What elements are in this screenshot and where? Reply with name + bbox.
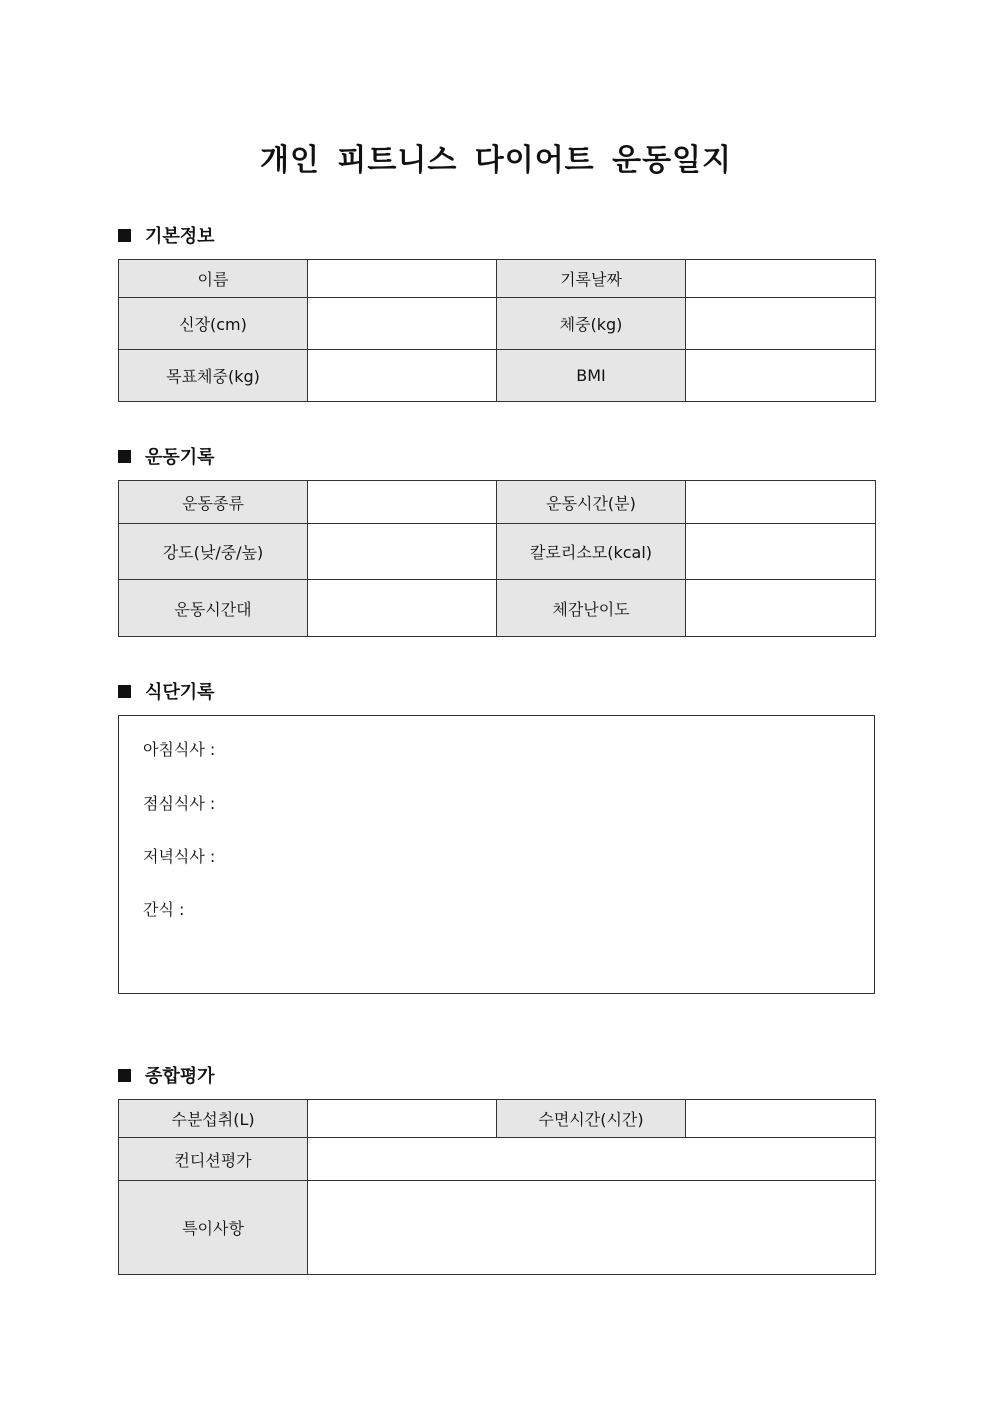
condition-field[interactable]	[308, 1138, 876, 1181]
label-sleep: 수면시간(시간)	[497, 1100, 686, 1138]
label-exercise-type: 운동종류	[119, 481, 308, 524]
label-bmi: BMI	[497, 350, 686, 402]
section-diet-heading	[118, 679, 215, 703]
calories-field[interactable]	[686, 524, 876, 580]
section-basic-label: 기본정보	[145, 226, 215, 247]
dinner-label: 저녁식사 :	[143, 847, 216, 866]
label-target-weight: 목표체중(kg)	[119, 350, 308, 402]
basic-info-table	[118, 259, 876, 402]
section-exercise-heading	[118, 444, 215, 468]
breakfast-label: 아침식사 :	[143, 740, 216, 759]
label-difficulty: 체감난이도	[497, 580, 686, 637]
section-summary-label: 종합평가	[145, 1066, 215, 1087]
section-diet-label: 식단기록	[145, 682, 215, 703]
section-exercise-label: 운동기록	[145, 447, 215, 468]
exercise-table	[118, 480, 876, 637]
difficulty-field[interactable]	[686, 580, 876, 637]
target-weight-field[interactable]	[308, 350, 497, 402]
label-name: 이름	[119, 260, 308, 298]
label-exercise-duration: 운동시간(분)	[497, 481, 686, 524]
time-of-day-field[interactable]	[308, 580, 497, 637]
square-bullet-icon	[118, 450, 131, 463]
height-field[interactable]	[308, 298, 497, 350]
section-basic-heading	[118, 223, 215, 247]
water-field[interactable]	[308, 1100, 497, 1138]
lunch-label: 점심식사 :	[143, 794, 216, 813]
weight-field[interactable]	[686, 298, 876, 350]
intensity-field[interactable]	[308, 524, 497, 580]
label-water: 수분섭취(L)	[119, 1100, 308, 1138]
sleep-field[interactable]	[686, 1100, 876, 1138]
exercise-type-field[interactable]	[308, 481, 497, 524]
diet-box[interactable]	[118, 715, 875, 994]
label-weight: 체중(kg)	[497, 298, 686, 350]
label-intensity: 강도(낮/중/높)	[119, 524, 308, 580]
summary-table	[118, 1099, 876, 1275]
square-bullet-icon	[118, 1069, 131, 1082]
date-field[interactable]	[686, 260, 876, 298]
snack-label: 간식 :	[143, 900, 185, 919]
label-condition: 컨디션평가	[119, 1138, 308, 1181]
name-field[interactable]	[308, 260, 497, 298]
page-title: 개인 피트니스 다이어트 운동일지	[259, 143, 733, 178]
label-time-of-day: 운동시간대	[119, 580, 308, 637]
label-height: 신장(cm)	[119, 298, 308, 350]
label-notes: 특이사항	[119, 1181, 308, 1275]
label-calories: 칼로리소모(kcal)	[497, 524, 686, 580]
square-bullet-icon	[118, 229, 131, 242]
notes-field[interactable]	[308, 1181, 876, 1275]
exercise-duration-field[interactable]	[686, 481, 876, 524]
bmi-field[interactable]	[686, 350, 876, 402]
section-summary-heading	[118, 1063, 215, 1087]
square-bullet-icon	[118, 685, 131, 698]
label-date: 기록날짜	[497, 260, 686, 298]
